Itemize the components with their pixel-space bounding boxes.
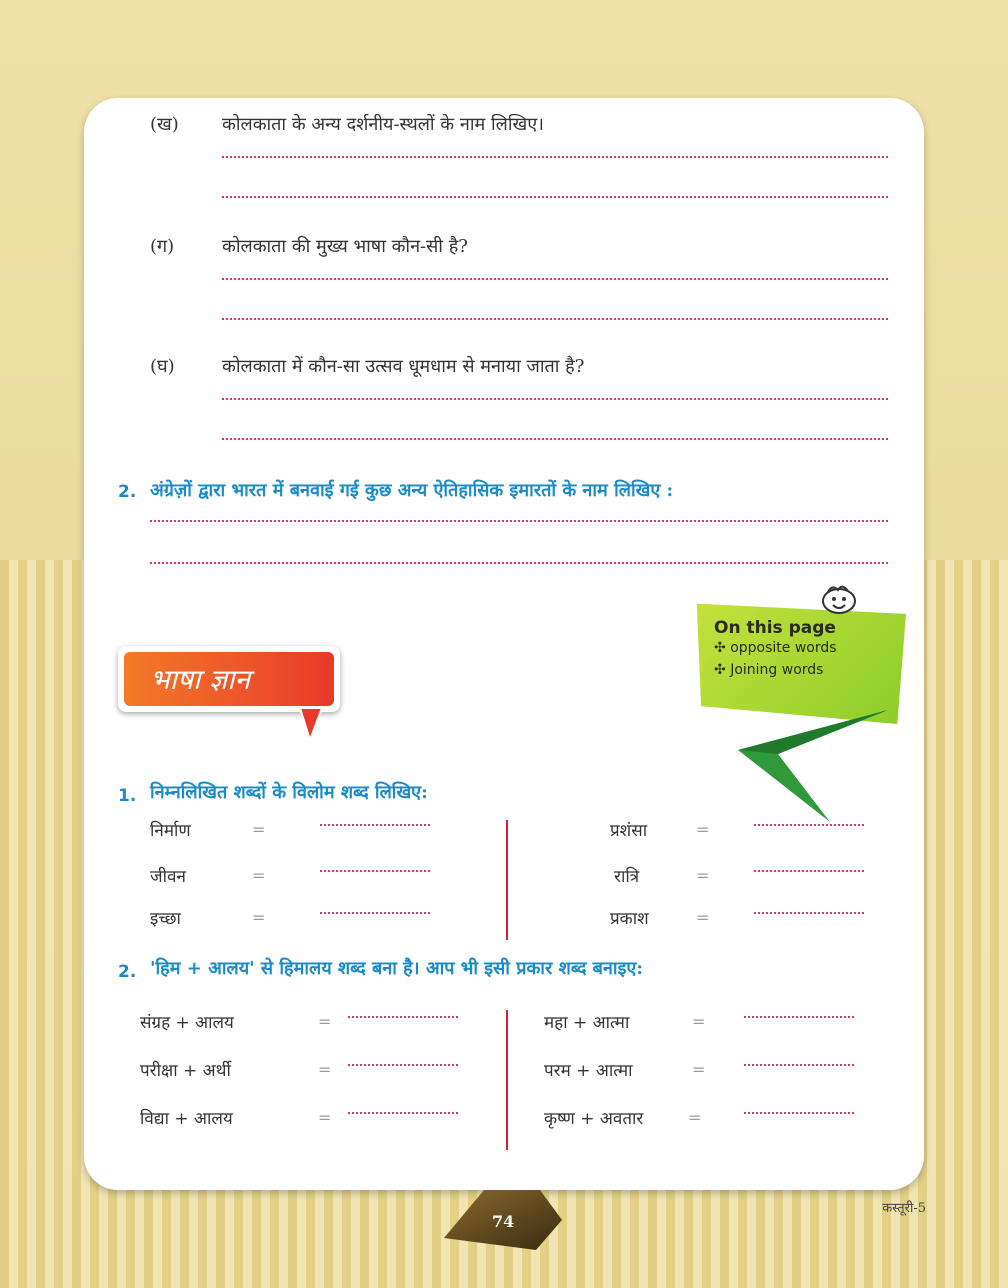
word-join: परम + आत्मा bbox=[544, 1061, 633, 1081]
question-text: 'हिम + आलय' से हिमालय शब्द बना है। आप भी इसी प्रकार शब्द बनाइए: bbox=[150, 958, 644, 979]
question-label-ga: (ग) bbox=[150, 236, 175, 257]
answer-line[interactable] bbox=[222, 156, 888, 158]
answer-blank[interactable] bbox=[744, 1112, 854, 1114]
answer-blank[interactable] bbox=[320, 912, 430, 914]
on-this-page-content bbox=[714, 618, 837, 678]
question-label-gha: (घ) bbox=[150, 356, 175, 377]
word: प्रशंसा bbox=[610, 821, 648, 841]
answer-blank[interactable] bbox=[754, 824, 864, 826]
answer-blank[interactable] bbox=[348, 1064, 458, 1066]
column-divider bbox=[506, 820, 508, 940]
equals-sign: = bbox=[692, 1060, 706, 1079]
word: इच्छा bbox=[150, 909, 181, 929]
answer-line[interactable] bbox=[222, 278, 888, 280]
answer-blank[interactable] bbox=[744, 1016, 854, 1018]
answer-blank[interactable] bbox=[348, 1016, 458, 1018]
section-banner bbox=[118, 646, 340, 712]
equals-sign: = bbox=[318, 1108, 332, 1127]
question-text-kha: कोलकाता के अन्य दर्शनीय-स्थलों के नाम लिखिए। bbox=[222, 114, 545, 135]
question-text: निम्नलिखित शब्दों के विलोम शब्द लिखिए: bbox=[150, 782, 428, 803]
topic-item: Joining words bbox=[730, 662, 824, 678]
answer-line[interactable] bbox=[150, 562, 888, 564]
equals-sign: = bbox=[696, 820, 710, 839]
equals-sign: = bbox=[252, 820, 266, 839]
answer-blank[interactable] bbox=[348, 1112, 458, 1114]
equals-sign: = bbox=[696, 908, 710, 927]
question-number: 2. bbox=[118, 962, 137, 982]
equals-sign: = bbox=[688, 1108, 702, 1127]
equals-sign: = bbox=[318, 1012, 332, 1031]
book-label: कस्तूरी-5 bbox=[882, 1201, 926, 1216]
answer-blank[interactable] bbox=[754, 870, 864, 872]
smiley-face-icon bbox=[814, 580, 864, 620]
answer-blank[interactable] bbox=[320, 824, 430, 826]
answer-blank[interactable] bbox=[754, 912, 864, 914]
column-divider bbox=[506, 1010, 508, 1150]
bullet-icon: ✣ bbox=[714, 640, 731, 656]
question-text-ga: कोलकाता की मुख्य भाषा कौन-सी है? bbox=[222, 236, 468, 257]
topic-item: opposite words bbox=[730, 640, 837, 656]
question-text: अंग्रेज़ों द्वारा भारत में बनवाई गई कुछ अन्य ऐतिहासिक इमारतों के नाम लिखिए : bbox=[150, 480, 674, 501]
answer-line[interactable] bbox=[222, 196, 888, 198]
answer-blank[interactable] bbox=[744, 1064, 854, 1066]
question-number: 2. bbox=[118, 482, 137, 502]
section-title: भाषा ज्ञान bbox=[124, 652, 334, 706]
word-join: कृष्ण + अवतार bbox=[544, 1109, 644, 1129]
ribbon-decoration bbox=[738, 710, 888, 822]
equals-sign: = bbox=[252, 866, 266, 885]
banner-pointer bbox=[296, 708, 326, 744]
word-join: संग्रह + आलय bbox=[140, 1013, 234, 1033]
word-join: परीक्षा + अर्थी bbox=[140, 1061, 231, 1081]
equals-sign: = bbox=[692, 1012, 706, 1031]
on-this-page-heading: On this page bbox=[714, 618, 836, 638]
answer-line[interactable] bbox=[222, 398, 888, 400]
question-label-kha: (ख) bbox=[150, 114, 179, 135]
word-join: विद्या + आलय bbox=[140, 1109, 233, 1129]
answer-line[interactable] bbox=[150, 520, 888, 522]
question-number: 1. bbox=[118, 786, 137, 806]
word: रात्रि bbox=[614, 867, 640, 887]
equals-sign: = bbox=[252, 908, 266, 927]
bullet-icon: ✣ bbox=[714, 662, 731, 678]
page-number: 74 bbox=[492, 1212, 515, 1231]
answer-blank[interactable] bbox=[320, 870, 430, 872]
word: प्रकाश bbox=[610, 909, 649, 929]
word: निर्माण bbox=[150, 821, 191, 841]
answer-line[interactable] bbox=[222, 438, 888, 440]
word-join: महा + आत्मा bbox=[544, 1013, 630, 1033]
equals-sign: = bbox=[318, 1060, 332, 1079]
equals-sign: = bbox=[696, 866, 710, 885]
word: जीवन bbox=[150, 867, 186, 887]
question-text-gha: कोलकाता में कौन-सा उत्सव धूमधाम से मनाया जाता है? bbox=[222, 356, 585, 377]
answer-line[interactable] bbox=[222, 318, 888, 320]
